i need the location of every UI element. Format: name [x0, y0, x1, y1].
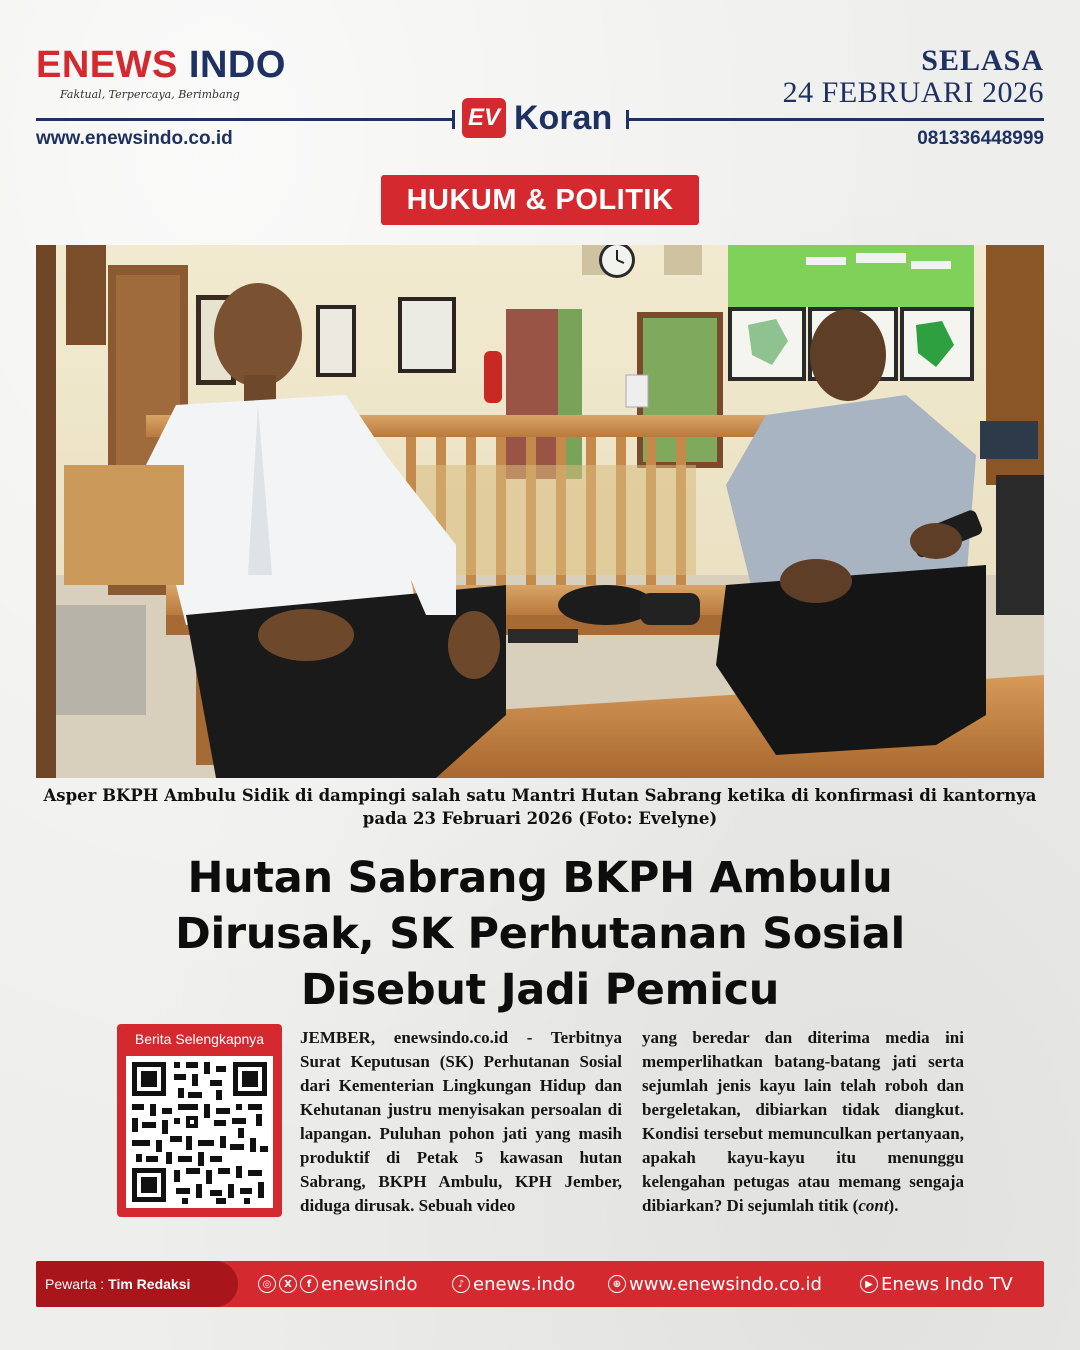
- masthead-divider-left: [36, 118, 454, 121]
- masthead-divider-right: [628, 118, 1044, 121]
- reporter-label: Pewarta :: [45, 1276, 105, 1292]
- social-links[interactable]: [258, 1261, 418, 1307]
- headline-line-2: Dirusak, SK Perhutanan Sosial: [175, 909, 905, 959]
- qr-card[interactable]: [117, 1024, 282, 1217]
- headline-line-1: Hutan Sabrang BKPH Ambulu: [187, 853, 893, 903]
- divider-cap-left: [452, 110, 455, 129]
- brand-tagline: Faktual, Terpercaya, Berimbang: [60, 88, 240, 101]
- edition-name: Koran: [514, 98, 613, 137]
- edition-label: [462, 96, 612, 140]
- headline: [60, 850, 1020, 1018]
- brand-logo: [36, 46, 286, 101]
- footer-website-link[interactable]: [608, 1261, 822, 1307]
- youtube-channel[interactable]: Enews Indo TV: [881, 1273, 1013, 1295]
- social-handle[interactable]: enewsindo: [321, 1273, 418, 1295]
- tiktok-handle[interactable]: enews.indo: [473, 1273, 576, 1295]
- qr-code-icon[interactable]: [126, 1056, 273, 1208]
- instagram-icon[interactable]: ◎: [258, 1275, 276, 1293]
- tiktok-icon[interactable]: ♪: [452, 1275, 470, 1293]
- article-column-1: JEMBER, enewsindo.co.id - Terbitnya Surat Keputusan (SK) Perhutanan Sosial dari Kementerian Lingkungan Hidup dan Kehutanan justru menyisakan persoalan di lapangan. Puluhan pohon jati yang masih produktif di Petak 5 kawasan hutan Sabrang, BKPH Ambulu, KPH Jember, diduga dirusak. Sebuah video: [300, 1028, 622, 1215]
- youtube-link[interactable]: [860, 1261, 1013, 1307]
- article-cont-marker: cont: [858, 1196, 889, 1215]
- qr-code-graphic: [126, 1056, 273, 1208]
- footer-bar: [36, 1261, 1044, 1307]
- issue-full-date: 24 FEBRUARI 2026: [782, 76, 1044, 109]
- article-column-2-text: yang beredar dan diterima media ini memperlihatkan batang-batang jati serta sejumlah jenis kayu lain telah roboh dan bergeletakan, dibiarkan tidak diangkut. Kondisi tersebut memunculkan pertanyaan, apakah kayu-kayu itu menunggu kelengahan petugas atau memang sengaja dibiarkan? Di sejumlah titik (: [642, 1028, 964, 1215]
- reporter-credit: [36, 1261, 238, 1307]
- brand-name-navy: INDO: [188, 44, 286, 86]
- headline-line-3: Disebut Jadi Pemicu: [300, 965, 780, 1015]
- website-link[interactable]: www.enewsindo.co.id: [36, 128, 233, 149]
- news-photo: [36, 245, 1044, 778]
- reporter-name: Tim Redaksi: [108, 1276, 191, 1292]
- issue-date: [783, 46, 1044, 108]
- divider-cap-right: [626, 110, 629, 129]
- brand-name-red: ENEWS: [36, 44, 178, 86]
- qr-label: Berita Selengkapnya: [134, 1031, 265, 1047]
- facebook-icon[interactable]: f: [300, 1275, 318, 1293]
- category-badge: HUKUM & POLITIK: [381, 175, 699, 225]
- brand-name: [36, 46, 286, 84]
- tiktok-link[interactable]: [452, 1261, 575, 1307]
- globe-icon[interactable]: ⊕: [608, 1275, 626, 1293]
- photo-caption: [36, 784, 1044, 830]
- issue-day: SELASA: [921, 44, 1044, 77]
- caption-line-2: pada 23 Februari 2026 (Foto: Evelyne): [362, 809, 718, 828]
- caption-line-1: Asper BKPH Ambulu Sidik di dampingi salah satu Mantri Hutan Sabrang ketika di konfirmasi di kantornya: [43, 786, 1037, 805]
- phone-number[interactable]: 081336448999: [917, 128, 1044, 149]
- article-column-2-end: ).: [888, 1196, 899, 1215]
- youtube-icon[interactable]: ▶: [860, 1275, 878, 1293]
- article-column-2: [642, 1026, 964, 1218]
- x-twitter-icon[interactable]: X: [279, 1275, 297, 1293]
- footer-website[interactable]: www.enewsindo.co.id: [629, 1273, 822, 1295]
- ev-logo-icon: EV: [462, 98, 506, 138]
